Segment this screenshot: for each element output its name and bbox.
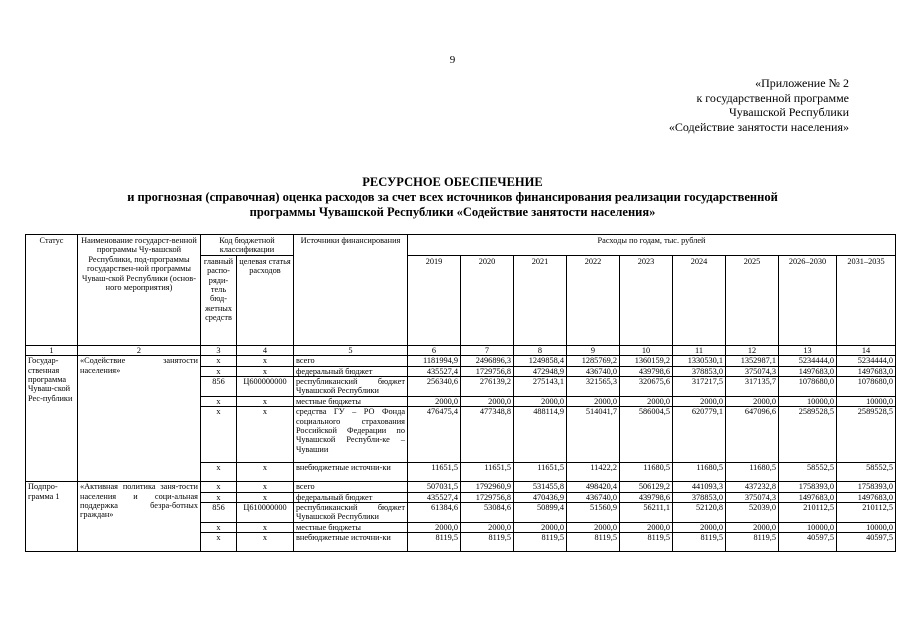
cell-amount: 56211,1 bbox=[620, 503, 673, 523]
header-year: 2019 bbox=[408, 255, 461, 345]
header-year: 2020 bbox=[461, 255, 514, 345]
cell-source: средства ГУ – РО Фонда социального страхования Российской Федерации по Чувашской Республи-ке – Чувашии bbox=[294, 407, 408, 463]
header-year: 2031–2035 bbox=[837, 255, 896, 345]
header-status: Статус bbox=[26, 235, 78, 346]
title-line-1: РЕСУРСНОЕ ОБЕСПЕЧЕНИЕ bbox=[362, 175, 543, 189]
appendix-line-1: «Приложение № 2 bbox=[755, 76, 849, 90]
cell-source: внебюджетные источни-ки bbox=[294, 463, 408, 482]
cell-amount: 8119,5 bbox=[620, 533, 673, 552]
cell-amount: 11651,5 bbox=[408, 463, 461, 482]
cell-amount: 1249858,4 bbox=[514, 356, 567, 366]
cell-target-item: x bbox=[237, 396, 294, 406]
cell-amount: 1078680,0 bbox=[779, 377, 837, 397]
cell-amount: 435527,4 bbox=[408, 492, 461, 502]
cell-amount: 1285769,2 bbox=[567, 356, 620, 366]
cell-source: всего bbox=[294, 356, 408, 366]
cell-amount: 2589528,5 bbox=[779, 407, 837, 463]
column-number: 13 bbox=[779, 345, 837, 355]
header-name: Наименование государст-венной программы Чу-вашской Республики, под-программы государствен-ной программы Чуваш-ской Республики (основ-ного мероприятия) bbox=[78, 235, 201, 346]
table-row bbox=[26, 356, 896, 366]
column-number: 10 bbox=[620, 345, 673, 355]
cell-amount: 11651,5 bbox=[461, 463, 514, 482]
cell-main-manager: x bbox=[201, 533, 237, 552]
cell-amount: 58552,5 bbox=[837, 463, 896, 482]
column-number: 7 bbox=[461, 345, 514, 355]
cell-amount: 2496896,3 bbox=[461, 356, 514, 366]
header-year: 2023 bbox=[620, 255, 673, 345]
resource-table bbox=[25, 234, 896, 552]
cell-amount: 1497683,0 bbox=[779, 492, 837, 502]
cell-amount: 10000,0 bbox=[837, 522, 896, 532]
cell-amount: 40597,5 bbox=[779, 533, 837, 552]
cell-amount: 2000,0 bbox=[726, 396, 779, 406]
cell-main-manager: x bbox=[201, 463, 237, 482]
cell-amount: 375074,3 bbox=[726, 492, 779, 502]
appendix-header bbox=[669, 76, 849, 134]
column-number: 8 bbox=[514, 345, 567, 355]
cell-amount: 1729756,8 bbox=[461, 492, 514, 502]
cell-source: внебюджетные источни-ки bbox=[294, 533, 408, 552]
table-row bbox=[26, 482, 896, 492]
appendix-line-2: к государственной программе bbox=[696, 90, 849, 105]
cell-amount: 320675,6 bbox=[620, 377, 673, 397]
cell-source: федеральный бюджет bbox=[294, 366, 408, 376]
cell-amount: 275143,1 bbox=[514, 377, 567, 397]
row-program-name: «Активная политика заня-тости населения и соци-альная поддержка безра-ботных граждан» bbox=[78, 482, 201, 552]
cell-amount: 2000,0 bbox=[461, 396, 514, 406]
cell-amount: 5234444,0 bbox=[837, 356, 896, 366]
cell-target-item: x bbox=[237, 463, 294, 482]
column-number: 4 bbox=[237, 345, 294, 355]
cell-amount: 476475,4 bbox=[408, 407, 461, 463]
cell-main-manager: x bbox=[201, 482, 237, 492]
cell-amount: 1497683,0 bbox=[837, 366, 896, 376]
cell-target-item: x bbox=[237, 356, 294, 366]
cell-amount: 1497683,0 bbox=[837, 492, 896, 502]
title-line-2: и прогнозная (справочная) оценка расходов за счет всех источников финансирования реализации государственной bbox=[127, 190, 778, 204]
cell-amount: 436740,0 bbox=[567, 492, 620, 502]
cell-amount: 317135,7 bbox=[726, 377, 779, 397]
cell-target-item: x bbox=[237, 482, 294, 492]
cell-amount: 1497683,0 bbox=[779, 366, 837, 376]
cell-source: местные бюджеты bbox=[294, 396, 408, 406]
column-number: 9 bbox=[567, 345, 620, 355]
cell-amount: 210112,5 bbox=[779, 503, 837, 523]
cell-amount: 1352987,1 bbox=[726, 356, 779, 366]
header-year: 2021 bbox=[514, 255, 567, 345]
cell-amount: 1792960,9 bbox=[461, 482, 514, 492]
cell-amount: 2000,0 bbox=[673, 396, 726, 406]
cell-amount: 256340,6 bbox=[408, 377, 461, 397]
cell-amount: 2589528,5 bbox=[837, 407, 896, 463]
header-year: 2022 bbox=[567, 255, 620, 345]
cell-amount: 1360159,2 bbox=[620, 356, 673, 366]
cell-amount: 5234444,0 bbox=[779, 356, 837, 366]
column-number: 12 bbox=[726, 345, 779, 355]
cell-amount: 51560,9 bbox=[567, 503, 620, 523]
cell-amount: 435527,4 bbox=[408, 366, 461, 376]
cell-amount: 2000,0 bbox=[567, 396, 620, 406]
column-number: 14 bbox=[837, 345, 896, 355]
cell-amount: 1330530,1 bbox=[673, 356, 726, 366]
cell-amount: 2000,0 bbox=[461, 522, 514, 532]
cell-amount: 317217,5 bbox=[673, 377, 726, 397]
cell-main-manager: x bbox=[201, 522, 237, 532]
cell-source: республиканский бюджет Чувашской Республики bbox=[294, 503, 408, 523]
cell-amount: 11422,2 bbox=[567, 463, 620, 482]
cell-amount: 11680,5 bbox=[620, 463, 673, 482]
cell-amount: 1078680,0 bbox=[837, 377, 896, 397]
cell-main-manager: x bbox=[201, 366, 237, 376]
table-body bbox=[26, 356, 896, 552]
cell-amount: 2000,0 bbox=[514, 522, 567, 532]
cell-amount: 2000,0 bbox=[567, 522, 620, 532]
cell-amount: 586004,5 bbox=[620, 407, 673, 463]
cell-amount: 436740,0 bbox=[567, 366, 620, 376]
header-expenses: Расходы по годам, тыс. рублей bbox=[408, 235, 896, 256]
cell-target-item: x bbox=[237, 366, 294, 376]
appendix-line-4: «Содействие занятости населения» bbox=[668, 119, 849, 134]
cell-amount: 8119,5 bbox=[514, 533, 567, 552]
cell-amount: 507031,5 bbox=[408, 482, 461, 492]
cell-amount: 1758393,0 bbox=[837, 482, 896, 492]
cell-amount: 2000,0 bbox=[726, 522, 779, 532]
cell-main-manager: x bbox=[201, 492, 237, 502]
cell-main-manager: x bbox=[201, 356, 237, 366]
cell-amount: 52120,8 bbox=[673, 503, 726, 523]
cell-target-item: Ц610000000 bbox=[237, 503, 294, 523]
cell-amount: 61384,6 bbox=[408, 503, 461, 523]
header-year: 2026–2030 bbox=[779, 255, 837, 345]
cell-target-item: x bbox=[237, 533, 294, 552]
cell-amount: 11680,5 bbox=[726, 463, 779, 482]
cell-amount: 506129,2 bbox=[620, 482, 673, 492]
column-number: 11 bbox=[673, 345, 726, 355]
cell-amount: 470436,9 bbox=[514, 492, 567, 502]
cell-source: федеральный бюджет bbox=[294, 492, 408, 502]
column-number: 5 bbox=[294, 345, 408, 355]
cell-amount: 620779,1 bbox=[673, 407, 726, 463]
cell-amount: 647096,6 bbox=[726, 407, 779, 463]
cell-main-manager: 856 bbox=[201, 377, 237, 397]
cell-amount: 375074,3 bbox=[726, 366, 779, 376]
cell-amount: 40597,5 bbox=[837, 533, 896, 552]
header-target-item: целевая статья расходов bbox=[237, 255, 294, 345]
cell-amount: 8119,5 bbox=[726, 533, 779, 552]
header-sources: Источники финансирования bbox=[294, 235, 408, 346]
cell-amount: 10000,0 bbox=[779, 522, 837, 532]
column-number-row bbox=[26, 345, 896, 355]
column-number: 3 bbox=[201, 345, 237, 355]
cell-amount: 2000,0 bbox=[673, 522, 726, 532]
appendix-line-3: Чувашской Республики bbox=[728, 105, 849, 119]
cell-amount: 8119,5 bbox=[461, 533, 514, 552]
cell-amount: 58552,5 bbox=[779, 463, 837, 482]
document-title bbox=[0, 175, 905, 220]
cell-amount: 488114,9 bbox=[514, 407, 567, 463]
row-status: Государ-ственная программа Чуваш-ской Рес-публики bbox=[26, 356, 78, 482]
cell-main-manager: 856 bbox=[201, 503, 237, 523]
cell-amount: 2000,0 bbox=[408, 396, 461, 406]
header-year: 2024 bbox=[673, 255, 726, 345]
cell-target-item: x bbox=[237, 407, 294, 463]
cell-amount: 276139,2 bbox=[461, 377, 514, 397]
cell-amount: 437232,8 bbox=[726, 482, 779, 492]
cell-main-manager: x bbox=[201, 407, 237, 463]
cell-amount: 11651,5 bbox=[514, 463, 567, 482]
cell-amount: 514041,7 bbox=[567, 407, 620, 463]
column-number: 2 bbox=[78, 345, 201, 355]
cell-target-item: x bbox=[237, 492, 294, 502]
cell-amount: 53084,6 bbox=[461, 503, 514, 523]
cell-target-item: Ц600000000 bbox=[237, 377, 294, 397]
header-budget-code: Код бюджетной классификации bbox=[201, 235, 294, 256]
cell-amount: 2000,0 bbox=[620, 396, 673, 406]
cell-source: республиканский бюджет Чувашской Республики bbox=[294, 377, 408, 397]
cell-amount: 2000,0 bbox=[514, 396, 567, 406]
cell-amount: 1181994,9 bbox=[408, 356, 461, 366]
cell-amount: 321565,3 bbox=[567, 377, 620, 397]
page-number: 9 bbox=[449, 54, 456, 66]
cell-amount: 8119,5 bbox=[673, 533, 726, 552]
cell-amount: 52039,0 bbox=[726, 503, 779, 523]
header-main-manager: главный распо-ряди-тель бюд-жетных средств bbox=[201, 255, 237, 345]
cell-amount: 10000,0 bbox=[837, 396, 896, 406]
cell-amount: 378853,0 bbox=[673, 366, 726, 376]
cell-source: местные бюджеты bbox=[294, 522, 408, 532]
title-line-3: программы Чувашской Республики «Содействие занятости населения» bbox=[249, 205, 656, 219]
cell-amount: 2000,0 bbox=[620, 522, 673, 532]
cell-amount: 477348,8 bbox=[461, 407, 514, 463]
cell-amount: 50899,4 bbox=[514, 503, 567, 523]
cell-amount: 10000,0 bbox=[779, 396, 837, 406]
row-program-name: «Содействие занятости населения» bbox=[78, 356, 201, 482]
cell-main-manager: x bbox=[201, 396, 237, 406]
cell-amount: 8119,5 bbox=[567, 533, 620, 552]
cell-amount: 1729756,8 bbox=[461, 366, 514, 376]
cell-amount: 531455,8 bbox=[514, 482, 567, 492]
cell-source: всего bbox=[294, 482, 408, 492]
cell-amount: 472948,9 bbox=[514, 366, 567, 376]
cell-target-item: x bbox=[237, 522, 294, 532]
row-status: Подпро-грамма 1 bbox=[26, 482, 78, 552]
column-number: 6 bbox=[408, 345, 461, 355]
cell-amount: 439798,6 bbox=[620, 492, 673, 502]
cell-amount: 11680,5 bbox=[673, 463, 726, 482]
header-year: 2025 bbox=[726, 255, 779, 345]
cell-amount: 378853,0 bbox=[673, 492, 726, 502]
cell-amount: 2000,0 bbox=[408, 522, 461, 532]
cell-amount: 439798,6 bbox=[620, 366, 673, 376]
cell-amount: 441093,3 bbox=[673, 482, 726, 492]
cell-amount: 210112,5 bbox=[837, 503, 896, 523]
cell-amount: 8119,5 bbox=[408, 533, 461, 552]
column-number: 1 bbox=[26, 345, 78, 355]
cell-amount: 1758393,0 bbox=[779, 482, 837, 492]
cell-amount: 498420,4 bbox=[567, 482, 620, 492]
